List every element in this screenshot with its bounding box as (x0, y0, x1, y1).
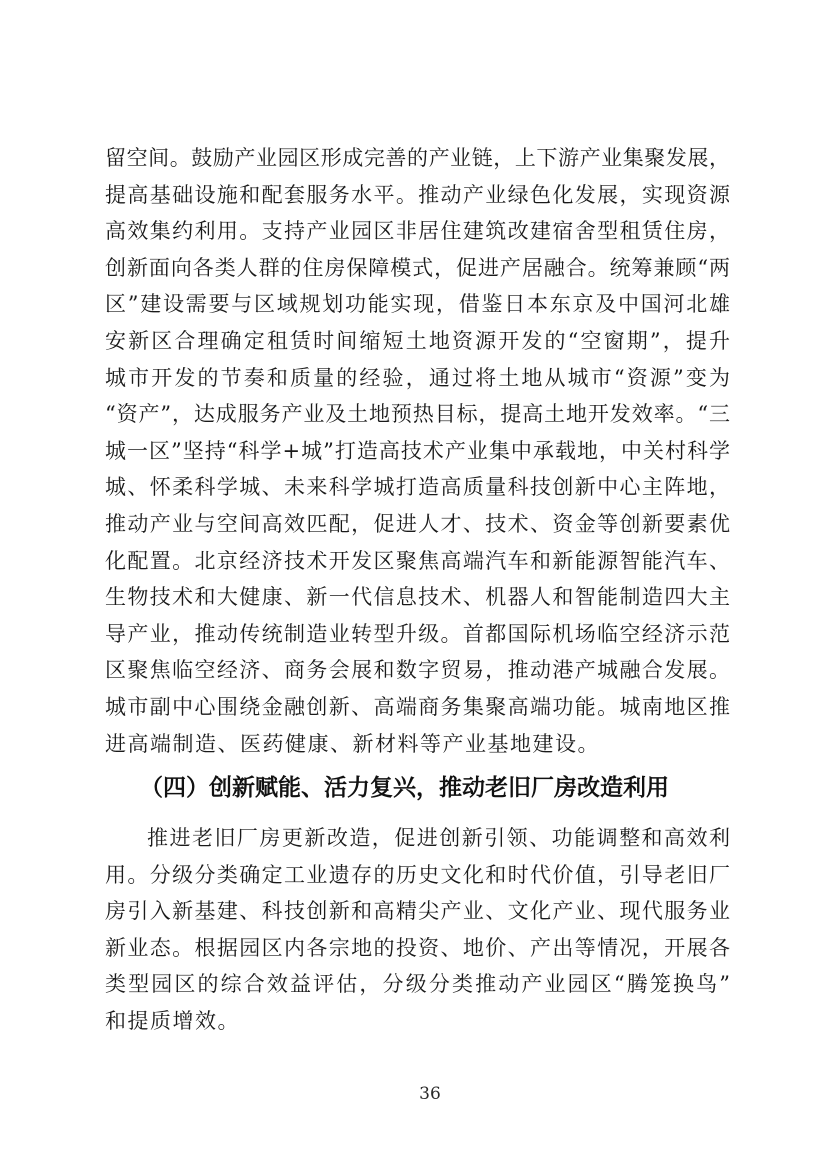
text-line: 高效集约利用。支持产业园区非居住建筑改建宿舍型租赁住房， (105, 219, 730, 244)
text-line: 导产业，推动传统制造业转型升级。首都国际机场临空经济示范 (105, 621, 730, 646)
text-line: 化配置。北京经济技术开发区聚焦高端汽车和新能源智能汽车、 (105, 548, 730, 573)
text-line: 城、怀柔科学城、未来科学城打造高质量科技创新中心主阵地， (105, 475, 730, 500)
paragraph-continuation (105, 140, 730, 762)
section-heading-block (105, 770, 730, 807)
text-line: 留空间。鼓励产业园区形成完善的产业链，上下游产业集聚发展， (105, 146, 730, 170)
paragraph-body (105, 820, 730, 1040)
text-line: 推进老旧厂房更新改造，促进创新引领、功能调整和高效利 (147, 826, 730, 850)
page-number: 36 (419, 1084, 441, 1104)
text-line: 新业态。根据园区内各宗地的投资、地价、产出等情况，开展各 (105, 935, 730, 960)
section-heading: （四）创新赋能、活力复兴，推动老旧厂房改造利用 (140, 775, 669, 801)
text-line: 房引入新基建、科技创新和高精尖产业、文化产业、现代服务业 (105, 899, 730, 924)
text-line: 城市开发的节奏和质量的经验，通过将土地从城市“资源”变为 (105, 365, 730, 390)
text-line: 和提质增效。 (105, 1008, 240, 1033)
text-line: 区聚焦临空经济、商务会展和数字贸易，推动港产城融合发展。 (105, 658, 730, 683)
text-line: 安新区合理确定租赁时间缩短土地资源开发的“空窗期”，提升 (105, 328, 730, 353)
text-line: 区”建设需要与区域规划功能实现，借鉴日本东京及中国河北雄 (105, 292, 730, 317)
text-line: 类型园区的综合效益评估，分级分类推动产业园区“腾笼换鸟” (105, 972, 730, 997)
text-line: 生物技术和大健康、新一代信息技术、机器人和智能制造四大主 (105, 585, 730, 610)
text-line: 推动产业与空间高效匹配，促进人才、技术、资金等创新要素优 (105, 511, 730, 536)
text-line: “资产”，达成服务产业及土地预热目标，提高土地开发效率。“三 (105, 402, 730, 427)
text-line: 进高端制造、医药健康、新材料等产业基地建设。 (105, 731, 600, 756)
text-line: 用。分级分类确定工业遗存的历史文化和时代价值，引导老旧厂 (105, 862, 730, 887)
text-line: 创新面向各类人群的住房保障模式，促进产居融合。统筹兼顾“两 (105, 255, 730, 280)
text-line: 城一区”坚持“科学+城”打造高技术产业集中承载地，中关村科学 (105, 438, 730, 463)
text-line: 提高基础设施和配套服务水平。推动产业绿色化发展，实现资源 (105, 182, 730, 207)
text-line: 城市副中心围绕金融创新、高端商务集聚高端功能。城南地区推 (105, 694, 730, 719)
page-footer (105, 1083, 730, 1105)
